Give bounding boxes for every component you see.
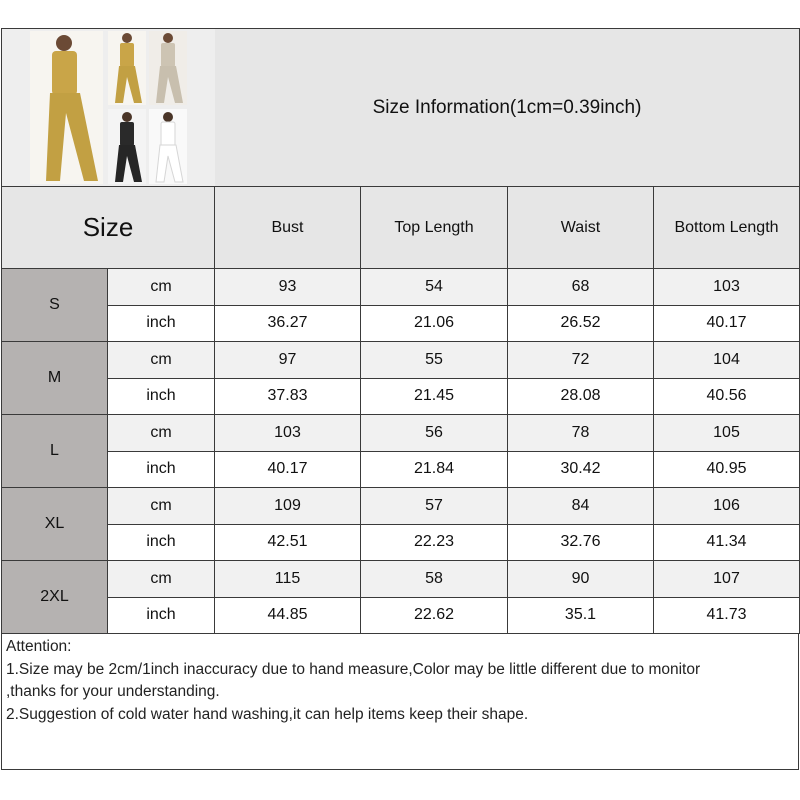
cell-waist: 35.1 bbox=[508, 597, 654, 634]
table-row bbox=[2, 269, 800, 306]
unit-inch: inch bbox=[108, 305, 215, 342]
table-row bbox=[2, 342, 800, 379]
outfit-photo-beige-small bbox=[149, 31, 187, 105]
cell-waist: 84 bbox=[508, 488, 654, 525]
attention-notes bbox=[1, 633, 799, 770]
unit-inch: inch bbox=[108, 524, 215, 561]
cell-bust: 103 bbox=[215, 415, 361, 452]
table-row bbox=[2, 415, 800, 452]
unit-cm: cm bbox=[108, 342, 215, 379]
cell-bust: 42.51 bbox=[215, 524, 361, 561]
size-label-l: L bbox=[2, 415, 108, 488]
column-header-top-length: Top Length bbox=[361, 187, 508, 269]
size-header: Size bbox=[2, 187, 215, 269]
cell-bust: 109 bbox=[215, 488, 361, 525]
cell-waist: 28.08 bbox=[508, 378, 654, 415]
size-label-s: S bbox=[2, 269, 108, 342]
attention-heading: Attention: bbox=[6, 638, 72, 655]
table-row bbox=[2, 305, 800, 342]
cell-bust: 93 bbox=[215, 269, 361, 306]
column-header-waist: Waist bbox=[508, 187, 654, 269]
unit-inch: inch bbox=[108, 451, 215, 488]
cell-top-length: 57 bbox=[361, 488, 508, 525]
unit-cm: cm bbox=[108, 415, 215, 452]
size-label-xl: XL bbox=[2, 488, 108, 561]
size-label-m: M bbox=[2, 342, 108, 415]
outfit-photo-black-small bbox=[108, 109, 146, 184]
cell-waist: 72 bbox=[508, 342, 654, 379]
cell-bottom-length: 103 bbox=[654, 269, 800, 306]
cell-waist: 26.52 bbox=[508, 305, 654, 342]
product-photos bbox=[2, 29, 215, 187]
table-title: Size Information(1cm=0.39inch) bbox=[215, 29, 800, 187]
cell-top-length: 58 bbox=[361, 561, 508, 598]
cell-top-length: 22.62 bbox=[361, 597, 508, 634]
unit-cm: cm bbox=[108, 269, 215, 306]
cell-bottom-length: 41.34 bbox=[654, 524, 800, 561]
cell-top-length: 21.06 bbox=[361, 305, 508, 342]
table-row bbox=[2, 524, 800, 561]
unit-inch: inch bbox=[108, 597, 215, 634]
attention-line-2: 2.Suggestion of cold water hand washing,it can help items keep their shape. bbox=[6, 705, 529, 723]
attention-line-1-continued: ,thanks for your understanding. bbox=[6, 683, 220, 700]
cell-top-length: 22.23 bbox=[361, 524, 508, 561]
cell-bust: 97 bbox=[215, 342, 361, 379]
table-row bbox=[2, 451, 800, 488]
cell-waist: 32.76 bbox=[508, 524, 654, 561]
cell-top-length: 21.84 bbox=[361, 451, 508, 488]
outfit-photo-yellow-large bbox=[30, 31, 103, 184]
column-header-bottom-length: Bottom Length bbox=[654, 187, 800, 269]
cell-bottom-length: 106 bbox=[654, 488, 800, 525]
cell-top-length: 55 bbox=[361, 342, 508, 379]
cell-waist: 30.42 bbox=[508, 451, 654, 488]
cell-bottom-length: 40.17 bbox=[654, 305, 800, 342]
table-row bbox=[2, 597, 800, 634]
outfit-photo-white-small bbox=[149, 109, 187, 184]
cell-waist: 78 bbox=[508, 415, 654, 452]
cell-bottom-length: 40.95 bbox=[654, 451, 800, 488]
table-row bbox=[2, 561, 800, 598]
outfit-photos-icon bbox=[2, 29, 215, 186]
unit-inch: inch bbox=[108, 378, 215, 415]
cell-bust: 40.17 bbox=[215, 451, 361, 488]
cell-top-length: 56 bbox=[361, 415, 508, 452]
cell-top-length: 54 bbox=[361, 269, 508, 306]
unit-cm: cm bbox=[108, 488, 215, 525]
cell-bottom-length: 41.73 bbox=[654, 597, 800, 634]
cell-bust: 44.85 bbox=[215, 597, 361, 634]
size-table bbox=[1, 28, 800, 634]
column-header-bust: Bust bbox=[215, 187, 361, 269]
table-row bbox=[2, 378, 800, 415]
cell-bust: 36.27 bbox=[215, 305, 361, 342]
attention-line-1: 1.Size may be 2cm/1inch inaccuracy due to hand measure,Color may be little different due to monitor bbox=[6, 660, 701, 678]
outfit-photo-yellow-small bbox=[108, 31, 146, 105]
cell-bottom-length: 107 bbox=[654, 561, 800, 598]
cell-bottom-length: 40.56 bbox=[654, 378, 800, 415]
cell-bust: 37.83 bbox=[215, 378, 361, 415]
cell-bottom-length: 105 bbox=[654, 415, 800, 452]
size-label-2xl: 2XL bbox=[2, 561, 108, 634]
table-row bbox=[2, 488, 800, 525]
cell-bottom-length: 104 bbox=[654, 342, 800, 379]
cell-waist: 68 bbox=[508, 269, 654, 306]
cell-top-length: 21.45 bbox=[361, 378, 508, 415]
cell-waist: 90 bbox=[508, 561, 654, 598]
unit-cm: cm bbox=[108, 561, 215, 598]
cell-bust: 115 bbox=[215, 561, 361, 598]
